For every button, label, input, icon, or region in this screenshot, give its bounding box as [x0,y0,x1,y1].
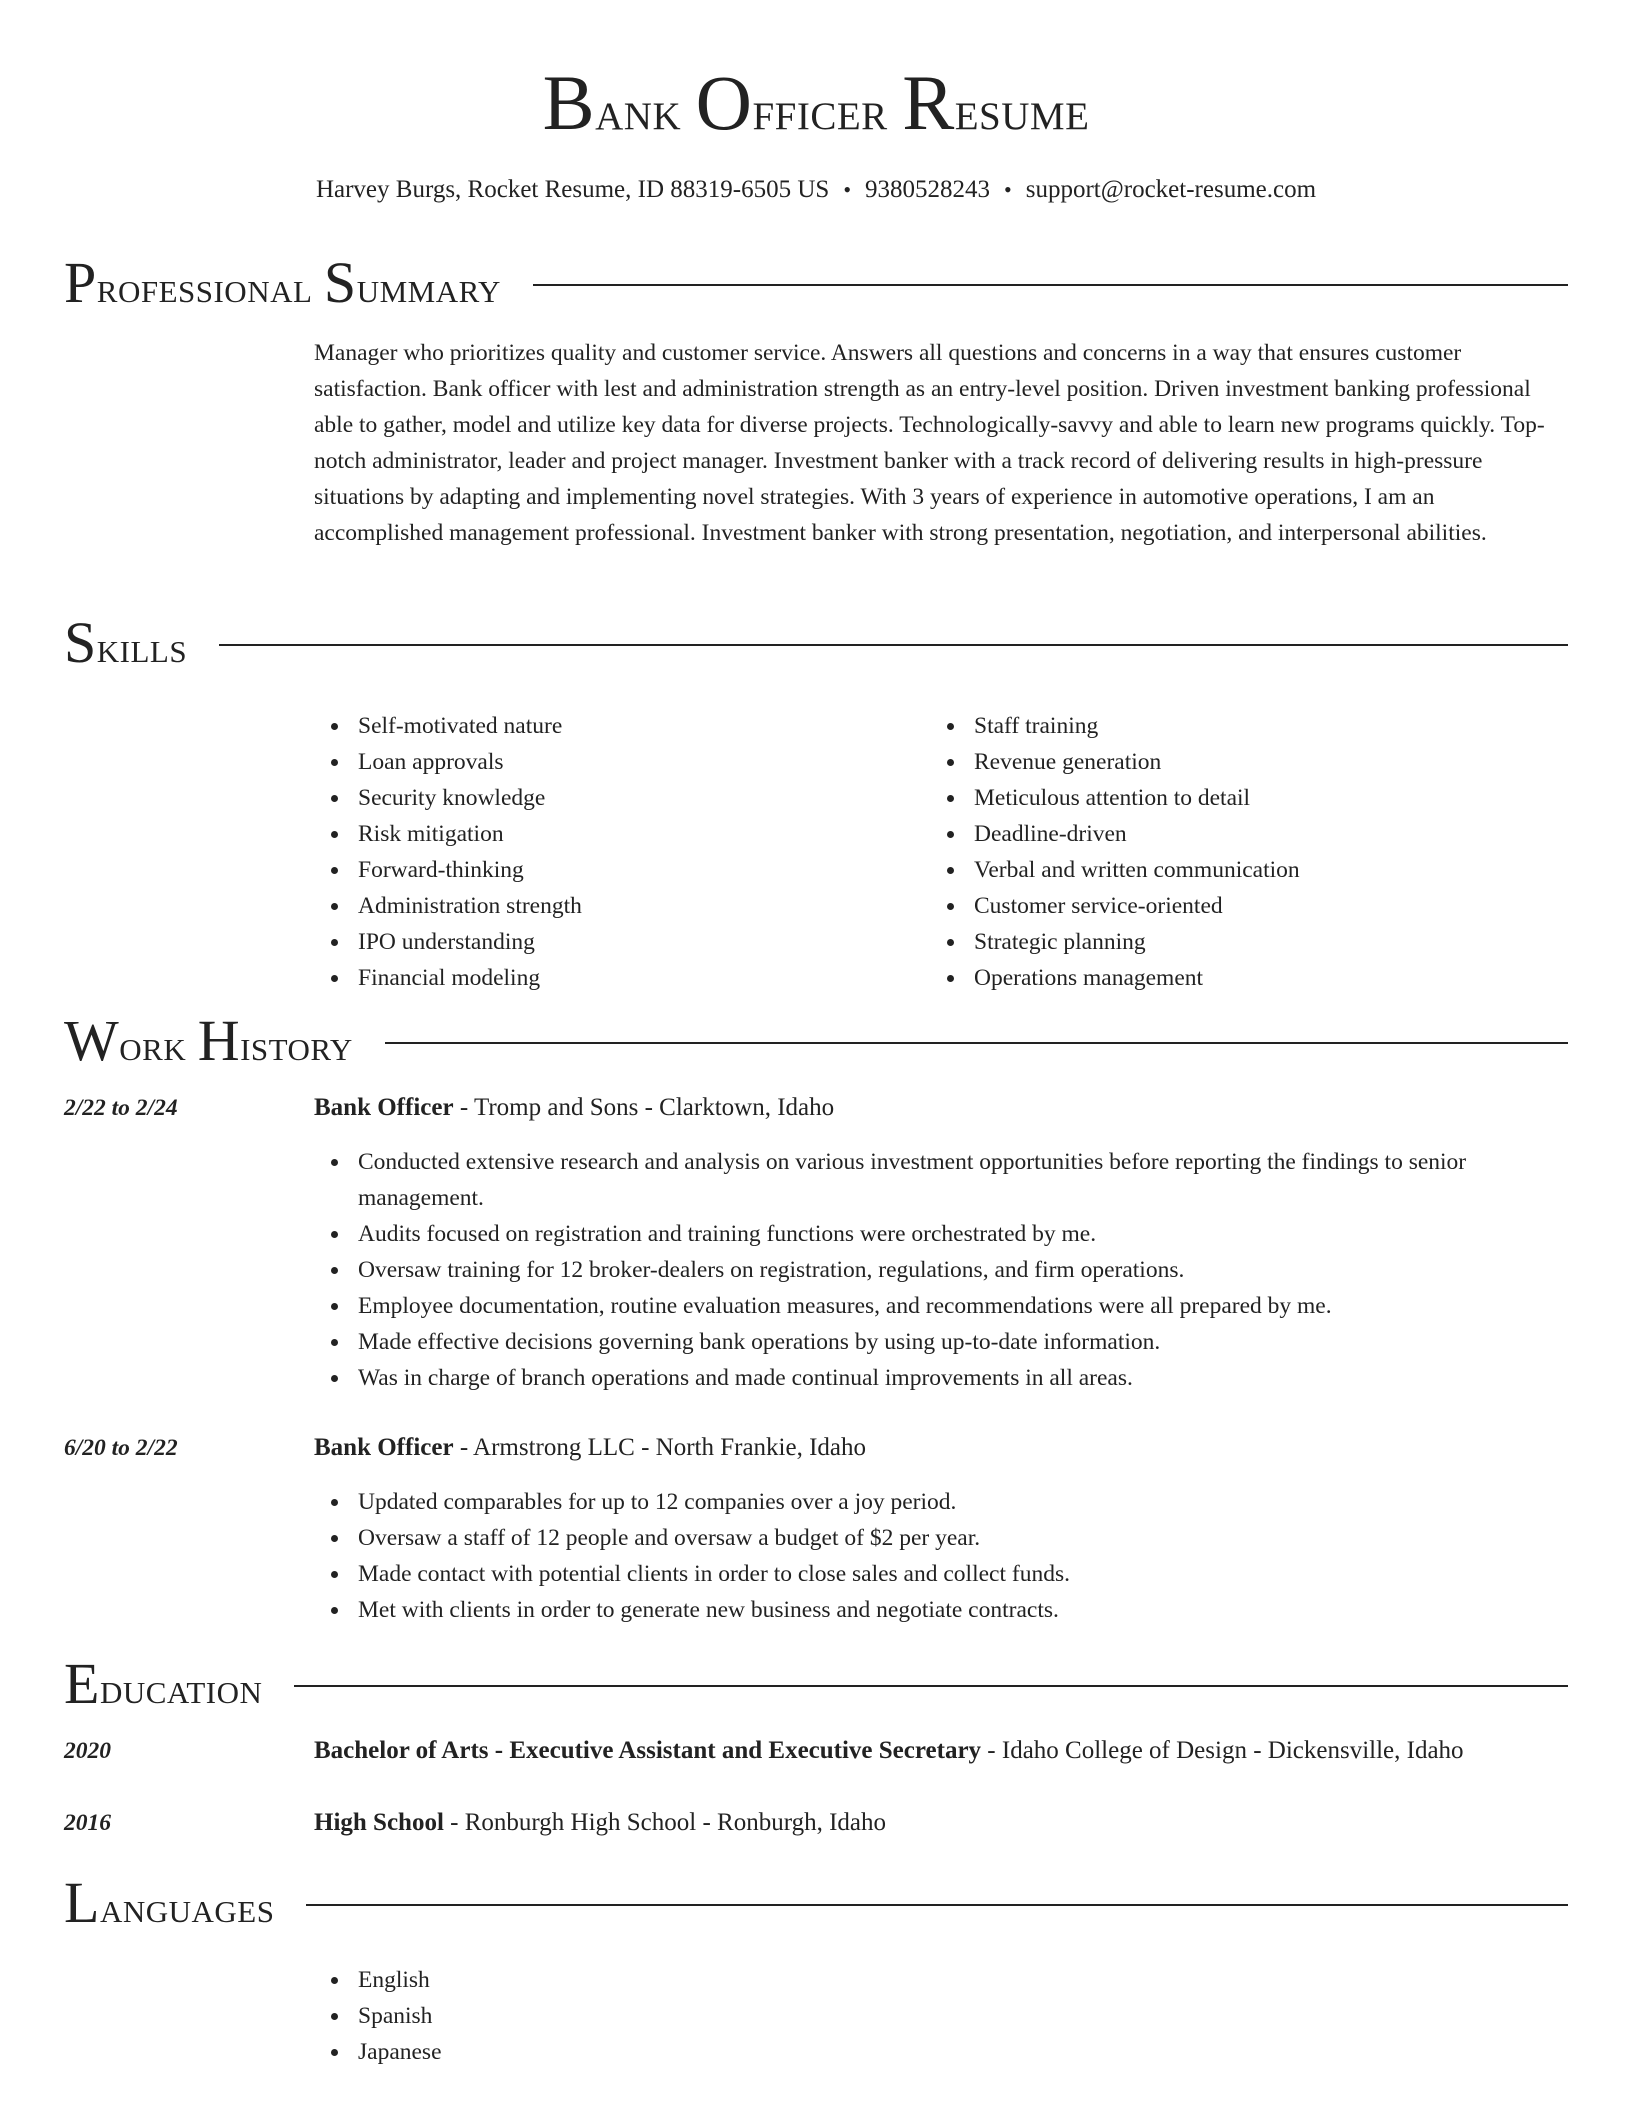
job-title [314,1430,1568,1466]
education-date: 2020 [64,1738,111,1764]
education-entry [64,1733,1568,1769]
contact-email[interactable]: support@rocket-resume.com [1025,176,1317,203]
job-duties [314,1484,1568,1628]
section-header [64,609,1568,675]
duty-item: Made contact with potential clients in order to close sales and collect funds. [314,1556,1568,1592]
skill-item: Security knowledge [314,780,930,816]
education-details [314,1733,1568,1769]
section-header [64,1007,1568,1073]
section-header [64,249,1568,315]
skill-item: Financial modeling [314,960,930,996]
section-divider [306,1904,1568,1906]
section-languages [64,1869,1568,2070]
title-part: ank [595,80,696,142]
contact-separator: • [1004,177,1012,202]
title-part: esume [954,80,1090,142]
language-item: Spanish [314,1998,1568,2034]
education-title [314,1805,1568,1841]
skill-item: Operations management [930,960,1546,996]
education-date: 2016 [64,1810,111,1836]
job-entry [64,1090,1568,1396]
section-education [64,1650,1568,1841]
contact-separator: • [843,177,852,202]
skills-list-right [930,708,1546,996]
section-title: Professional Summary [64,249,501,315]
job-details [314,1430,1568,1628]
section-title: Work History [64,1007,353,1073]
job-entry [64,1430,1568,1628]
section-divider [533,284,1568,286]
skill-item: Customer service-oriented [930,888,1546,924]
languages-body [314,1962,1568,2070]
job-date: 6/20 to 2/22 [64,1435,178,1461]
summary-text: Manager who prioritizes quality and customer service. Answers all questions and concerns in a way that ensures customer satisfaction. Bank officer with lest and administration strength as an entry-level position. Driven investment banking professional able to gather, model and utilize key data for diverse projects. Technologically-savvy and able to learn new programs quickly. Top-notch administrator, leader and project manager. Investment banker with a track record of delivering results in high-pressure situations by adapting and implementing novel strategies. With 3 years of experience in automotive operations, I am an accomplished management professional. Investment banker with strong presentation, negotiation, and interpersonal abilities. [314,340,1545,546]
duty-item: Employee documentation, routine evaluation measures, and recommendations were all prepared by me. [314,1288,1568,1324]
education-degree: Bachelor of Arts - Executive Assistant and Executive Secretary [314,1737,982,1764]
skill-item: Loan approvals [314,744,930,780]
skill-item: Meticulous attention to detail [930,780,1546,816]
language-item: Japanese [314,2034,1568,2070]
education-school: - Ronburgh High School - Ronburgh, Idaho [443,1809,887,1836]
skills-grid [314,708,1568,996]
duty-item: Oversaw training for 12 broker-dealers on registration, regulations, and firm operations. [314,1252,1568,1288]
job-company: - Armstrong LLC - North Frankie, Idaho [453,1434,867,1461]
contact-line [0,176,1632,204]
job-company: - Tromp and Sons - Clarktown, Idaho [453,1094,835,1121]
summary-body [314,335,1568,551]
job-title [314,1090,1568,1126]
skill-item: Self-motivated nature [314,708,930,744]
duty-item: Met with clients in order to generate new business and negotiate contracts. [314,1592,1568,1628]
section-title: Education [64,1650,263,1716]
skill-item: Deadline-driven [930,816,1546,852]
job-details [314,1090,1568,1396]
language-item: English [314,1962,1568,1998]
contact-address: Harvey Burgs, Rocket Resume, ID 88319-6505 US [315,176,830,203]
section-header [64,1650,1568,1716]
skill-item: Revenue generation [930,744,1546,780]
section-divider [219,644,1568,646]
duty-item: Was in charge of branch operations and made continual improvements in all areas. [314,1360,1568,1396]
section-header [64,1869,1568,1935]
page-title [0,60,1632,146]
job-duties [314,1144,1568,1396]
education-details [314,1805,1568,1841]
skill-item: Staff training [930,708,1546,744]
job-role: Bank Officer [314,1434,454,1461]
education-school: - Idaho College of Design - Dickensville, Idaho [981,1737,1464,1764]
section-title: Languages [64,1869,275,1935]
section-professional-summary [64,249,1568,551]
title-initial: O [695,59,753,146]
section-divider [385,1042,1568,1044]
title-initial: B [542,59,596,146]
duty-item: Made effective decisions governing bank operations by using up-to-date information. [314,1324,1568,1360]
section-skills [64,609,1568,996]
title-part: fficer [752,80,903,142]
duty-item: Conducted extensive research and analysis on various investment opportunities before reporting the findings to senior management. [314,1144,1568,1216]
skill-item: Strategic planning [930,924,1546,960]
duty-item: Oversaw a staff of 12 people and oversaw a budget of $2 per year. [314,1520,1568,1556]
education-title [314,1733,1568,1769]
skill-item: Administration strength [314,888,930,924]
job-date: 2/22 to 2/24 [64,1095,178,1121]
section-title: Skills [64,609,188,675]
job-role: Bank Officer [314,1094,454,1121]
section-divider [294,1685,1568,1687]
duty-item: Updated comparables for up to 12 companies over a joy period. [314,1484,1568,1520]
skill-item: IPO understanding [314,924,930,960]
education-entry [64,1805,1568,1841]
title-initial: R [902,59,955,146]
skill-item: Risk mitigation [314,816,930,852]
skill-item: Verbal and written communication [930,852,1546,888]
section-work-history [64,1007,1568,1628]
skill-item: Forward-thinking [314,852,930,888]
contact-phone[interactable]: 9380528243 [865,176,991,203]
education-degree: High School [314,1809,444,1836]
duty-item: Audits focused on registration and training functions were orchestrated by me. [314,1216,1568,1252]
languages-list [314,1962,1568,2070]
skills-list-left [314,708,930,996]
